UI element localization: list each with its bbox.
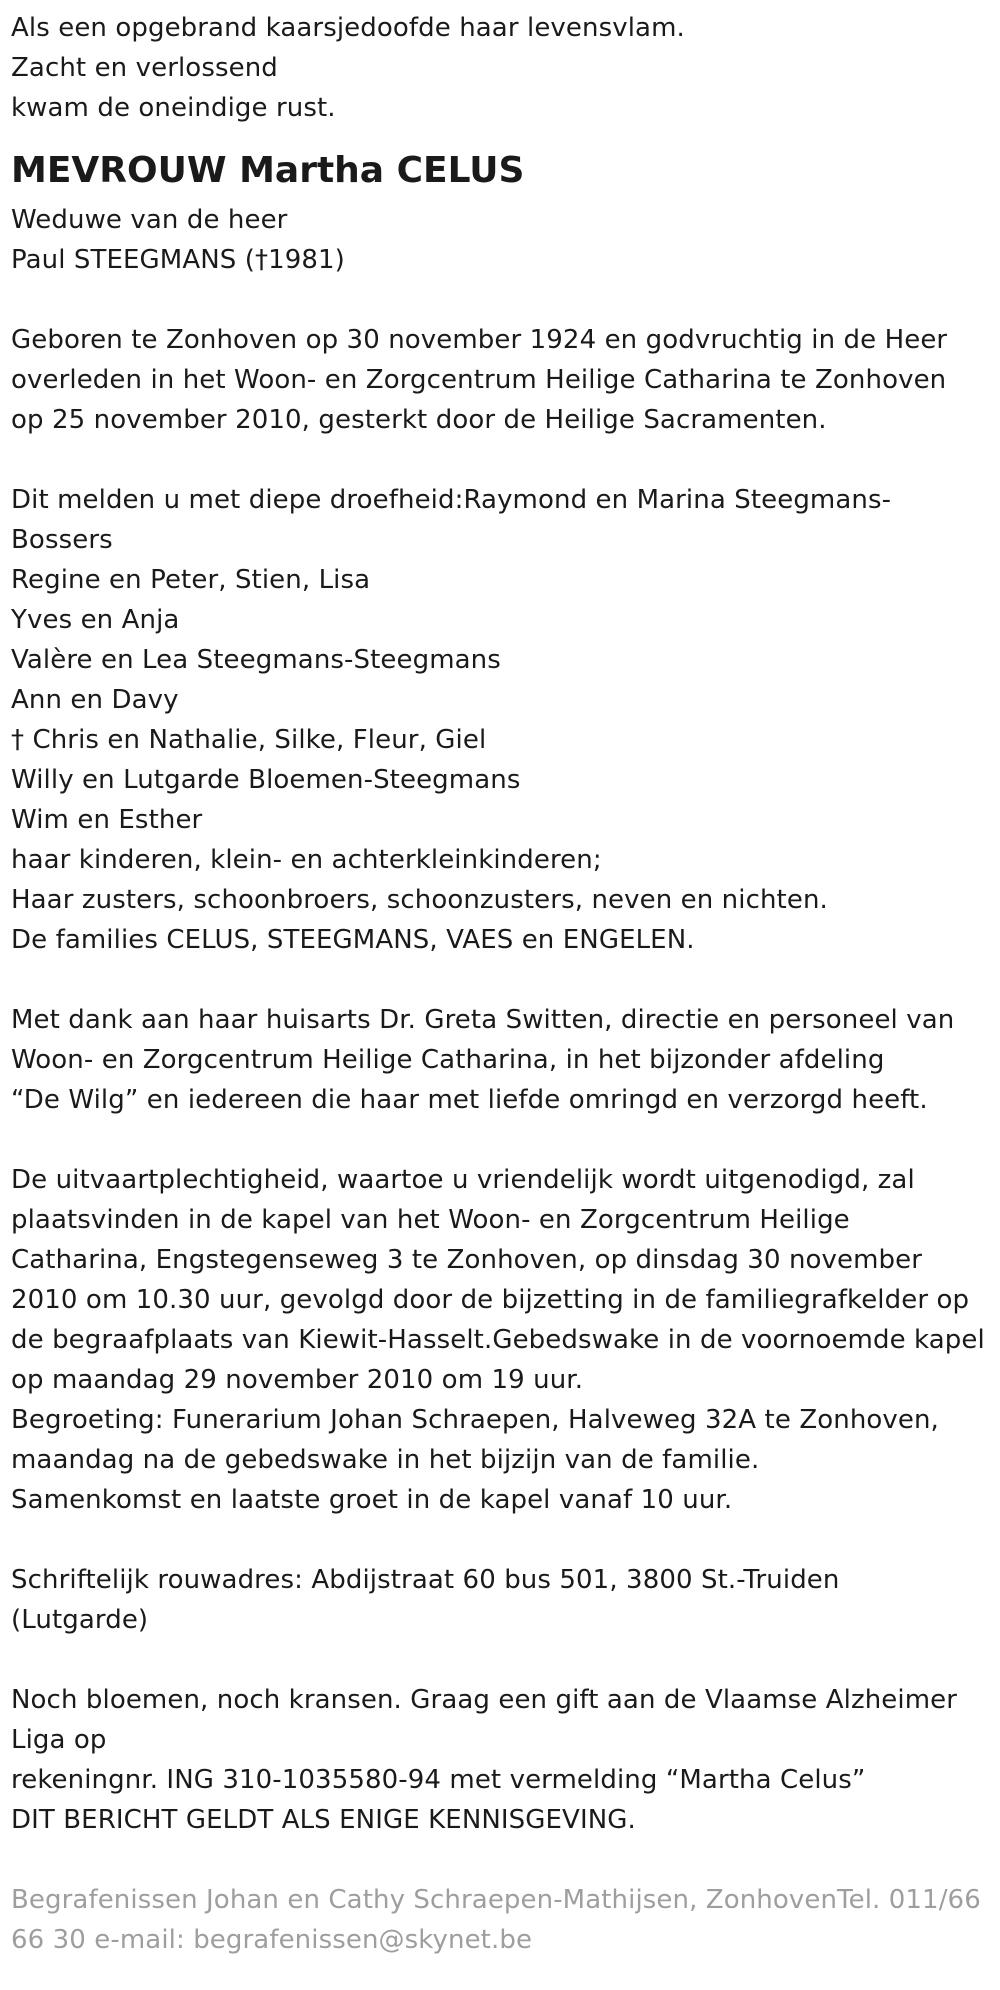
family-line: Ann en Davy	[11, 685, 179, 715]
birth-death-line: op 25 november 2010, gesterkt door de Heilige Sacramenten.	[11, 405, 827, 435]
family-line: Wim en Esther	[11, 805, 203, 835]
poem-section	[11, 8, 1000, 128]
funeral-line: de begraafplaats van Kiewit-Hasselt.Gebedswake in de voornoemde kapel	[11, 1325, 985, 1355]
spacer	[11, 1840, 1000, 1880]
family-line: haar kinderen, klein- en achterkleinkinderen;	[11, 845, 602, 875]
spacer	[11, 128, 1000, 144]
birth-death-line: Geboren te Zonhoven op 30 november 1924 en godvruchtig in de Heer	[11, 325, 948, 355]
address-section	[11, 1560, 1000, 1640]
gifts-line: DIT BERICHT GELDT ALS ENIGE KENNISGEVING.	[11, 1805, 636, 1835]
thanks-line: Met dank aan haar huisarts Dr. Greta Switten, directie en personeel van	[11, 1005, 955, 1035]
footer-line: 66 30 e-mail: begrafenissen@skynet.be	[11, 1925, 533, 1955]
spacer	[11, 1520, 1000, 1560]
gifts-line: Noch bloemen, noch kransen. Graag een gift aan de Vlaamse Alzheimer	[11, 1685, 958, 1715]
poem-line: Als een opgebrand kaarsjedoofde haar levensvlam.	[11, 13, 685, 43]
thanks-line: Woon- en Zorgcentrum Heilige Catharina, in het bijzonder afdeling	[11, 1045, 885, 1075]
thanks-section	[11, 1000, 1000, 1120]
gifts-section	[11, 1680, 1000, 1840]
funeral-line: Begroeting: Funerarium Johan Schraepen, Halveweg 32A te Zonhoven,	[11, 1405, 939, 1435]
spacer	[11, 280, 1000, 320]
family-line: Valère en Lea Steegmans-Steegmans	[11, 645, 501, 675]
poem-line: kwam de oneindige rust.	[11, 93, 336, 123]
widow-line: Weduwe van de heer	[11, 205, 288, 235]
birth-death-section	[11, 320, 1000, 440]
spacer	[11, 960, 1000, 1000]
family-line: Dit melden u met diepe droefheid:Raymond en Marina Steegmans-	[11, 485, 892, 515]
funeral-line: op maandag 29 november 2010 om 19 uur.	[11, 1365, 584, 1395]
thanks-line: “De Wilg” en iedereen die haar met liefde omringd en verzorgd heeft.	[11, 1085, 928, 1115]
gifts-line: rekeningnr. ING 310-1035580-94 met vermelding “Martha Celus”	[11, 1765, 866, 1795]
family-line: Yves en Anja	[11, 605, 180, 635]
funeral-line: plaatsvinden in de kapel van het Woon- en Zorgcentrum Heilige	[11, 1205, 850, 1235]
family-line: Haar zusters, schoonbroers, schoonzusters, neven en nichten.	[11, 885, 828, 915]
family-line: Regine en Peter, Stien, Lisa	[11, 565, 371, 595]
widow-line: Paul STEEGMANS (†1981)	[11, 245, 345, 275]
address-line: (Lutgarde)	[11, 1605, 149, 1635]
family-line: Willy en Lutgarde Bloemen-Steegmans	[11, 765, 521, 795]
poem-line: Zacht en verlossend	[11, 53, 278, 83]
gifts-line: Liga op	[11, 1725, 107, 1755]
family-line: Bossers	[11, 525, 113, 555]
spacer	[11, 1120, 1000, 1160]
funeral-line: De uitvaartplechtigheid, waartoe u vriendelijk wordt uitgenodigd, zal	[11, 1165, 915, 1195]
deceased-name: MEVROUW Martha CELUS	[11, 150, 525, 191]
address-line: Schriftelijk rouwadres: Abdijstraat 60 bus 501, 3800 St.-Truiden	[11, 1565, 840, 1595]
family-section	[11, 480, 1000, 960]
funeral-line: Samenkomst en laatste groet in de kapel vanaf 10 uur.	[11, 1485, 733, 1515]
funeral-line: 2010 om 10.30 uur, gevolgd door de bijzetting in de familiegrafkelder op	[11, 1285, 970, 1315]
widow-section	[11, 200, 1000, 280]
spacer	[11, 1640, 1000, 1680]
funeral-line: Catharina, Engstegenseweg 3 te Zonhoven, op dinsdag 30 november	[11, 1245, 923, 1275]
family-line: † Chris en Nathalie, Silke, Fleur, Giel	[11, 725, 487, 755]
funeral-line: maandag na de gebedswake in het bijzijn van de familie.	[11, 1445, 760, 1475]
funeral-home-footer	[11, 1880, 1000, 1960]
spacer	[11, 440, 1000, 480]
funeral-section	[11, 1160, 1000, 1520]
family-line: De families CELUS, STEEGMANS, VAES en ENGELEN.	[11, 925, 695, 955]
footer-line: Begrafenissen Johan en Cathy Schraepen-Mathijsen, ZonhovenTel. 011/66	[11, 1885, 981, 1915]
birth-death-line: overleden in het Woon- en Zorgcentrum Heilige Catharina te Zonhoven	[11, 365, 947, 395]
